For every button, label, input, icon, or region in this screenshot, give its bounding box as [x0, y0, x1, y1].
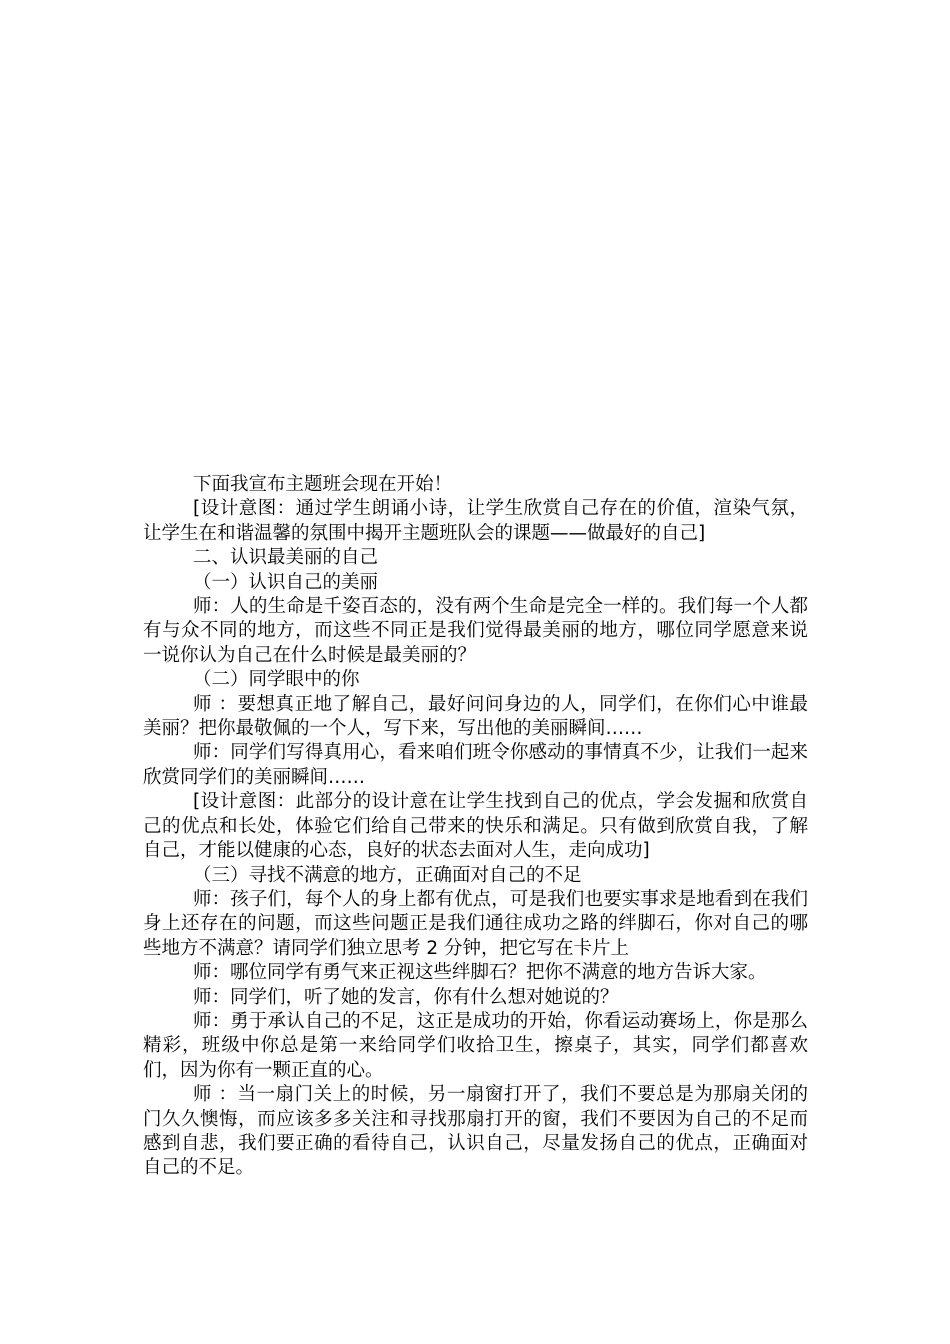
paragraph-teacher-2: 师 ：要想真正地了解自己，最好问问身边的人，同学们，在你们心中谁最美丽？把你最敬佩的一个人，写下来，写出他的美丽瞬间…… [143, 693, 808, 740]
subsection-heading-2: （二）同学眼中的你 [193, 669, 360, 691]
document-body [143, 473, 808, 1181]
paragraph-design-intent-2: [设计意图：此部分的设计意在让学生找到自己的优点，学会发掘和欣赏自己的优点和长处，体验它们给自己带来的快乐和满足。只有做到欣赏自我，了解自己，才能以健康的心态，良好的状态去面对人生，走向成功] [143, 791, 808, 862]
section-heading-2: 二、认识最美丽的自己 [193, 547, 379, 569]
paragraph-opening: 下面我宣布主题班会现在开始！ [193, 474, 453, 495]
paragraph-teacher-4: 师：孩子们，每个人的身上都有优点，可是我们也要实事求是地看到在我们身上还存在的问题，而这些问题正是我们通往成功之路的绊脚石，你对自己的哪些地方不满意？请同学们独立思考 2 分钟，把它写在卡片上 [143, 888, 808, 959]
paragraph-design-intent-1: [设计意图：通过学生朗诵小诗，让学生欣赏自己存在的价值，渲染气氛，让学生在和谐温馨的氛围中揭开主题班队会的课题——做最好的自己] [143, 498, 808, 544]
paragraph-teacher-6: 师：同学们，听了她的发言，你有什么想对她说的？ [193, 986, 619, 1008]
subsection-heading-3: （三）寻找不满意的地方，正确面对自己的不足 [193, 864, 582, 886]
paragraph-teacher-3: 师：同学们写得真用心，看来咱们班令你感动的事情真不少，让我们一起来欣赏同学们的美丽瞬间…… [143, 742, 808, 788]
paragraph-teacher-5: 师：哪位同学有勇气来正视这些绊脚石？把你不满意的地方告诉大家。 [193, 962, 767, 984]
subsection-heading-1: （一）认识自己的美丽 [193, 571, 379, 593]
paragraph-teacher-1: 师：人的生命是千姿百态的，没有两个生命是完全一样的。我们每一个人都有与众不同的地方，而这些不同正是我们觉得最美丽的地方，哪位同学愿意来说一说你认为自己在什么时候是最美丽的？ [143, 596, 808, 666]
paragraph-teacher-8: 师 ：当一扇门关上的时候，另一扇窗打开了，我们不要总是为那扇关闭的门久久懊悔，而应该多多关注和寻找那扇打开的窗，我们不要因为自己的不足而感到自悲，我们要正确的看待自己，认识自己，尽量发扬自己的优点，正确面对自己的不足。 [143, 1084, 808, 1179]
paragraph-teacher-7: 师：勇于承认自己的不足，这正是成功的开始，你看运动赛场上，你是那么精彩，班级中你总是第一来给同学们收拾卫生，擦桌子，其实，同学们都喜欢们，因为你有一颗正直的心。 [143, 1010, 808, 1081]
